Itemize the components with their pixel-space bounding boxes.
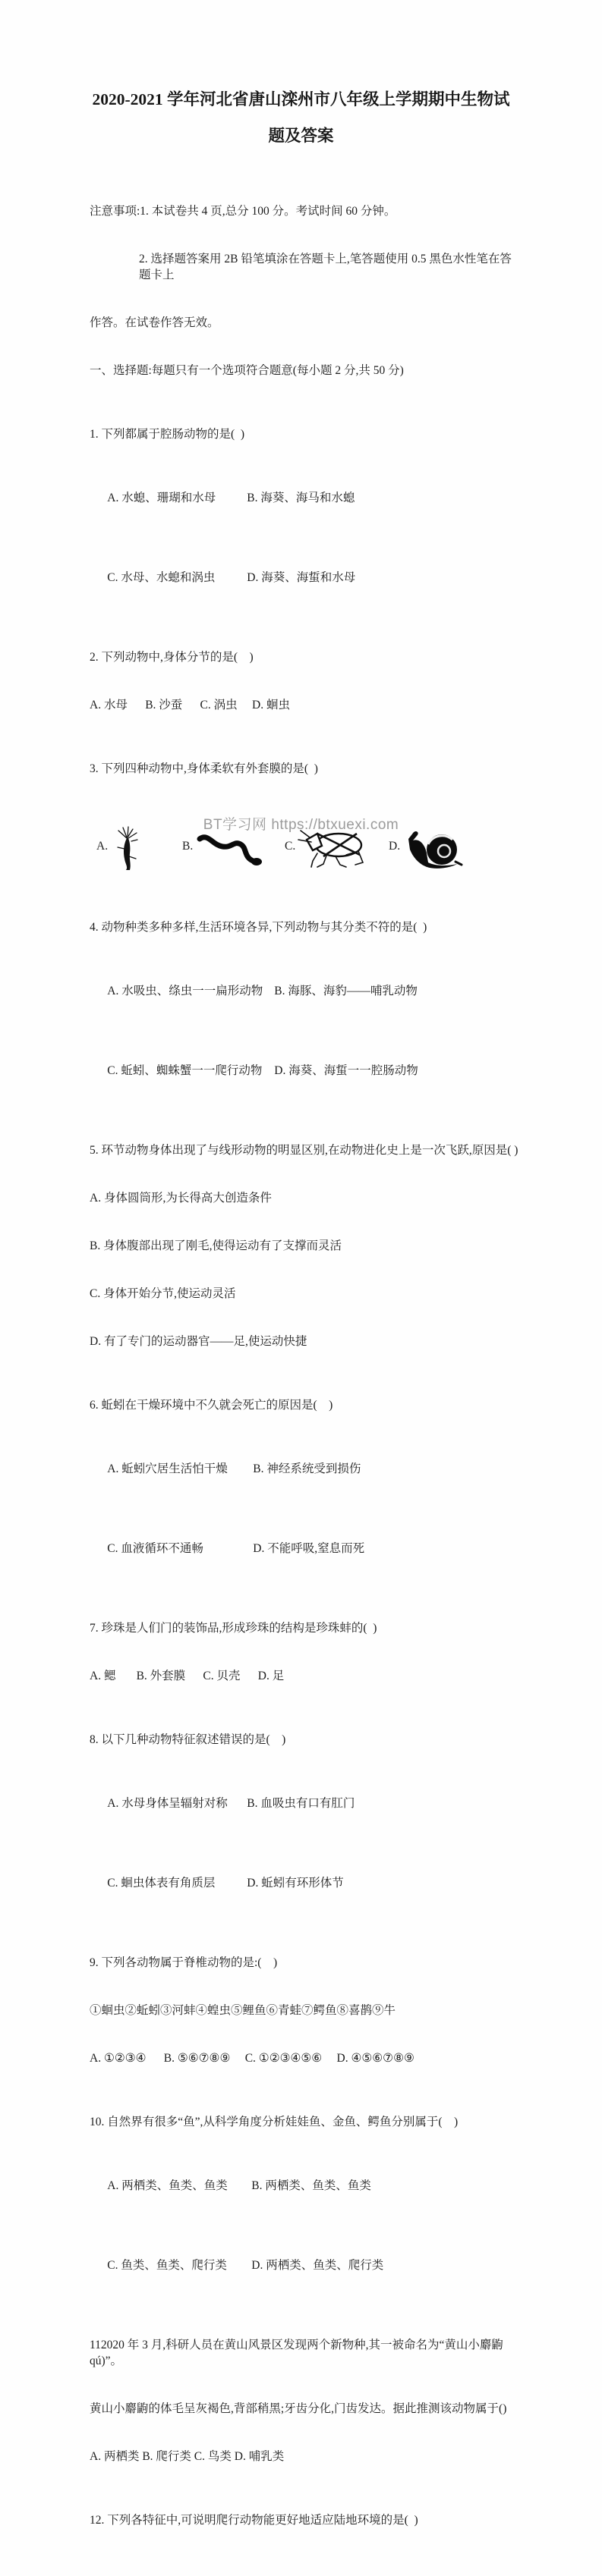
- q10-options-cd: [90, 2241, 519, 2289]
- q3-option-b-label: B.: [182, 840, 194, 853]
- q4-options-ab: [90, 967, 519, 1015]
- q7-options: A. 鳃 B. 外套膜 C. 贝壳 D. 足: [90, 1670, 285, 1682]
- q5-option-d: D. 有了专门的运动器官——足,使运动快捷: [90, 1335, 307, 1348]
- q4-options-cd: [90, 1047, 519, 1095]
- q8-stem: 8. 以下几种动物特征叙述错误的是( ): [90, 1733, 286, 1746]
- q5-option-c: C. 身体开始分节,使运动灵活: [90, 1287, 236, 1300]
- q8-option-a: A. 水母身体呈辐射对称: [107, 1797, 228, 1810]
- q8-options-cd: [90, 1859, 519, 1907]
- worm-image: [196, 832, 267, 867]
- q5-stem: 5. 环节动物身体出现了与线形动物的明显区别,在动物进化史上是一次飞跃,原因是( ): [90, 1144, 518, 1157]
- q10-option-a: A. 两栖类、鱼类、鱼类: [107, 2179, 228, 2192]
- q4-stem: 4. 动物种类多种多样,生活环境各异,下列动物与其分类不符的是( ): [90, 921, 427, 934]
- q8-option-d: D. 蚯蚓有环形体节: [247, 1877, 344, 1890]
- q2-options: A. 水母 B. 沙蚕 C. 涡虫 D. 蛔虫: [90, 699, 290, 712]
- q2-stem: 2. 下列动物中,身体分节的是( ): [90, 651, 254, 664]
- q9-options: A. ①②③④ B. ⑤⑥⑦⑧⑨ C. ①②③④⑤⑥ D. ④⑤⑥⑦⑧⑨: [90, 2052, 414, 2065]
- q4-option-c: C. 蚯蚓、蜘蛛蟹一一爬行动物: [107, 1064, 263, 1077]
- q5-option-b: B. 身体腹部出现了刚毛,使得运动有了支撑而灵活: [90, 1239, 342, 1252]
- q10-stem: 10. 自然界有很多“鱼”,从科学角度分析娃娃鱼、金鱼、鳄鱼分别属于( ): [90, 2116, 459, 2128]
- q10-option-c: C. 鱼类、鱼类、爬行类: [107, 2259, 227, 2272]
- q1-stem: 1. 下列都属于腔肠动物的是( ): [90, 428, 245, 441]
- q1-option-b: B. 海葵、海马和水螅: [247, 492, 355, 504]
- snail-image: [402, 828, 465, 870]
- q4-option-d: D. 海葵、海蜇一一腔肠动物: [274, 1064, 418, 1077]
- page-title: [0, 0, 602, 147]
- q1-option-c: C. 水母、水螅和涡虫: [107, 571, 216, 584]
- notice-line-1: 注意事项:1. 本试卷共 4 页,总分 100 分。考试时间 60 分钟。: [90, 205, 396, 218]
- q1-option-a: A. 水螅、珊瑚和水母: [107, 492, 216, 504]
- q11-stem-line-2: 黄山小麝鼩的体毛呈灰褐色,背部稍黑;牙齿分化,门齿发达。据此推测该动物属于(): [90, 2402, 507, 2415]
- q1-options-cd: [90, 554, 519, 602]
- q8-option-b: B. 血吸虫有口有肛门: [247, 1797, 355, 1810]
- notice-line-2: 2. 选择题答案用 2B 铅笔填涂在答题卡上,笔答题使用 0.5 黑色水性笔在答题卡上: [139, 253, 512, 281]
- q6-option-d: D. 不能呼吸,窒息而死: [253, 1542, 365, 1555]
- q11-options: A. 两栖类 B. 爬行类 C. 鸟类 D. 哺乳类: [90, 2450, 285, 2463]
- q4-option-a: A. 水吸虫、绦虫一一扁形动物: [107, 985, 263, 997]
- q10-option-b: B. 两栖类、鱼类、鱼类: [251, 2179, 371, 2192]
- q6-options-ab: [90, 1445, 519, 1493]
- q8-options-ab: [90, 1780, 519, 1827]
- title-line-2: 题及答案: [268, 127, 334, 145]
- q3-option-a-label: A.: [96, 840, 109, 853]
- q3-option-c-label: C.: [285, 840, 296, 853]
- q5-option-a: A. 身体圆筒形,为长得高大创造条件: [90, 1192, 272, 1205]
- notice-line-3: 作答。在试卷作答无效。: [90, 316, 219, 329]
- q10-option-d: D. 两栖类、鱼类、爬行类: [251, 2259, 384, 2272]
- q3-option-d-label: D.: [389, 840, 401, 853]
- q7-stem: 7. 珍珠是人们门的装饰品,形成珍珠的结构是珍珠蚌的( ): [90, 1622, 377, 1635]
- q10-options-ab: [90, 2162, 519, 2210]
- q12-stem: 12. 下列各特征中,可说明爬行动物能更好地适应陆地环境的是( ): [90, 2514, 418, 2527]
- q1-options-ab: [90, 474, 519, 522]
- exam-body: [90, 156, 519, 2576]
- q6-option-a: A. 蚯蚓穴居生活怕干燥: [107, 1462, 228, 1475]
- q1-option-d: D. 海葵、海蜇和水母: [247, 571, 356, 584]
- q6-option-b: B. 神经系统受到损伤: [253, 1462, 361, 1475]
- q11-stem-line-1: 112020 年 3 月,科研人员在黄山风景区发现两个新物种,其一被命名为“黄山小麝鼩 qú)”。: [90, 2339, 506, 2367]
- q9-stem: 9. 下列各动物属于脊椎动物的是:( ): [90, 1956, 278, 1969]
- section-title: 一、选择题:每题只有一个选项符合题意(每小题 2 分,共 50 分): [90, 364, 404, 377]
- q6-option-c: C. 血液循环不通畅: [107, 1542, 203, 1555]
- q4-option-b: B. 海豚、海豹——哺乳动物: [274, 985, 418, 997]
- q3-stem: 3. 下列四种动物中,身体柔软有外套膜的是( ): [90, 762, 318, 775]
- q9-item-list: ①蛔虫②蚯蚓③河蚌④蝗虫⑤鲤鱼⑥青蛙⑦鳄鱼⑧喜鹊⑨牛: [90, 2004, 396, 2017]
- q6-stem: 6. 蚯蚓在干燥环境中不久就会死亡的原因是( ): [90, 1399, 333, 1412]
- q8-option-c: C. 蛔虫体表有角质层: [107, 1877, 216, 1890]
- title-line-1: 2020-2021 学年河北省唐山滦州市八年级上学期期中生物试: [92, 90, 510, 108]
- watermark-footer: BT学习网 https://btxuexi.com: [203, 817, 399, 833]
- q6-options-cd: [90, 1525, 519, 1572]
